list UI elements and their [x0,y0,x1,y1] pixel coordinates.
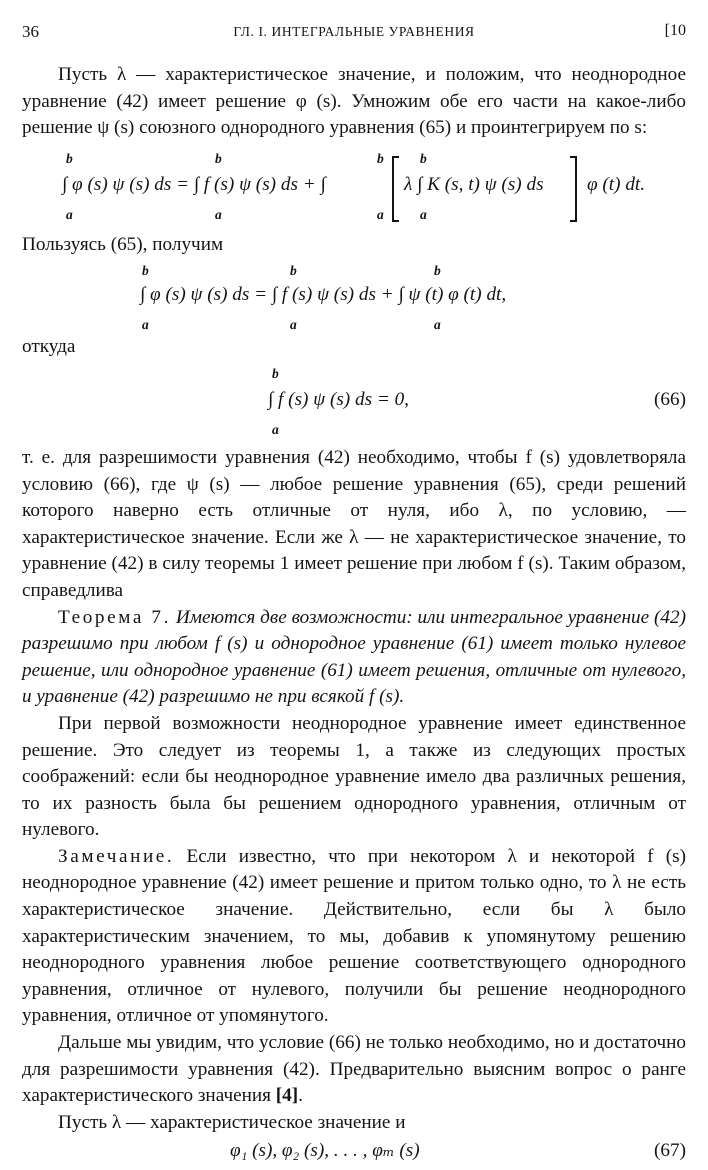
equation-number: (66) [654,388,686,410]
equation-inner-integral: λ ∫ K (s, t) ψ (s) ds [404,173,544,195]
upper-limit: b [420,150,427,166]
right-bracket [570,156,577,222]
paragraph-let-lambda: Пусть λ — характеристическое значение и [58,1111,406,1133]
remark-text: Если известно, что при некотором λ и некоторой f (s) неоднородное уравнение (42) имеет решение и притом только одно, то λ не есть характеристическое значение. Действительно, если бы λ было характеристическим значением, то мы, добавив к упомянутому решению неоднородного уравнения любое решение соответствующего однородного уравнения, отличное от нулевого, получили бы решение неоднородного уравнения, отличное от упомянутого. [22,845,686,1027]
equation-reduced: b a b a b a ∫ φ (s) ψ (s) ds = ∫ f (s) ψ (s) ds + ∫ ψ (t) φ (t) dt, [140,263,507,333]
upper-limit: b [66,150,73,166]
equation-66-text: ∫ f (s) ψ (s) ds = 0, [268,388,409,410]
equation-67-text: φ₁ (s), φ₂ (s), . . . , φₘ (s) [230,1140,420,1162]
equation-left-side: ∫ φ (s) ψ (s) ds = ∫ f (s) ψ (s) ds + ∫ [62,173,326,195]
lower-limit: a [377,206,384,222]
page-number: 36 [22,22,39,41]
left-bracket [392,156,399,222]
paragraph-whence: откуда [22,336,76,358]
paragraph-sufficiency-text: Дальше мы увидим, что условие (66) не только необходимо, но и достаточно для разрешимости уравнения (42). Предварительно выясним вопрос о ранге характеристического значения [22,1032,686,1107]
theorem-label: Теорема 7. [58,606,171,628]
lower-limit: a [420,206,427,222]
equation-67 [22,1136,686,1170]
section-reference: [10 [664,22,686,39]
page-header [22,22,686,44]
upper-limit: b [215,150,222,166]
lower-limit: a [66,206,73,222]
equation-number: (67) [654,1140,686,1162]
paragraph-using-65: Пользуясь (65), получим [22,233,224,255]
paragraph-intro: Пусть λ — характеристическое значение, и положим, что неоднородное уравнение (42) имеет решение φ (s). Умножим обе его части на какое-либо решение ψ (s) союзного однородного уравнения (65) и проинтегрируем по s: [22,64,686,139]
equation-reduced-text: ∫ φ (s) ψ (s) ds = ∫ f (s) ψ (s) ds + ∫ ψ (t) φ (t) dt, [140,284,507,306]
equation-right-factor: φ (t) dt. [587,173,646,195]
lower-limit: a [215,206,222,222]
upper-limit: b [377,150,384,166]
paragraph-sufficiency: Дальше мы увидим, что условие (66) не только необходимо, но и достаточно для разрешимости уравнения (42). Предварительно выясним вопрос о ранге характеристического значения [4]. [22,1032,686,1107]
remark-label: Замечание. [58,845,175,867]
remark [22,844,686,1030]
running-title: ГЛ. I. ИНТЕГРАЛЬНЫЕ УРАВНЕНИЯ [233,24,475,39]
paragraph-first-possibility: При первой возможности неоднородное уравнение имеет единственное решение. Это следует из теоремы 1, а также из следующих простых соображений: если бы неоднородное уравнение имело два различных решения, то их разность была бы решением однородного уравнения, отличным от нулевого. [22,712,686,841]
page-body [22,62,686,1170]
equation-multiplied [22,142,686,230]
citation-reference: [4] [275,1085,299,1107]
paragraph-solvability: т. е. для разрешимости уравнения (42) необходимо, чтобы f (s) удовлетворяла условию (66), где ψ (s) — любое решение уравнения (65), среди решений которого наверно есть отличные от нуля, ибо λ, по условию, — характеристическое значение. Если же λ — не характеристическое значение, то уравнение (42) в силу теоремы 1 имеет решение при любом f (s). Таким образом, справедлива [22,446,686,601]
theorem-text: Имеются две возможности: или интегральное уравнение (42) разрешимо при любом f (s) и однородное уравнение (61) имеет только нулевое решение, или однородное уравнение (61) имеет решения, отличные от нулевого, и уравнение (42) разрешимо не при всякой f (s). [22,606,686,708]
theorem-7 [22,605,686,711]
equation-66: b a ∫ f (s) ψ (s) ds = 0, (66) [268,365,686,437]
